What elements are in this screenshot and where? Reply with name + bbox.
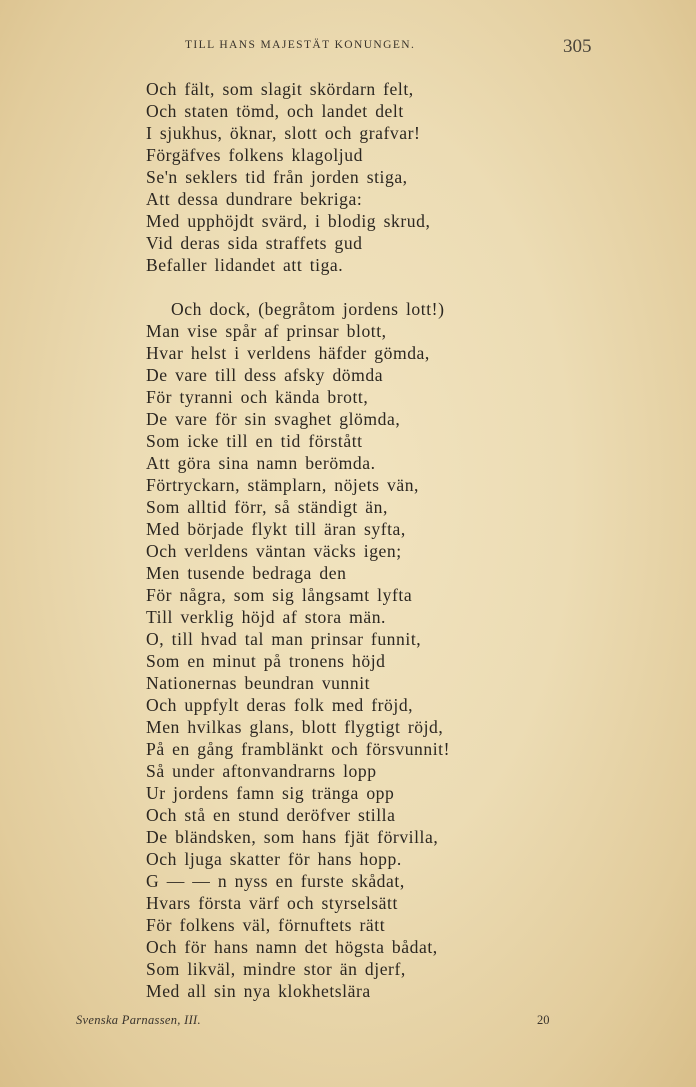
verse-line: Och stå en stund deröfver stilla — [146, 805, 396, 825]
verse-line: Och ljuga skatter för hans hopp. — [146, 849, 402, 869]
verse-line: Befaller lidandet att tiga. — [146, 255, 344, 275]
verse-line: De vare för sin svaghet glömda, — [146, 409, 401, 429]
verse-line: Och dock, (begråtom jordens lott!) — [171, 299, 445, 319]
footer-signature: Svenska Parnassen, III. — [76, 1013, 201, 1027]
verse-line: Vid deras sida straffets gud — [146, 233, 363, 253]
verse-line: Med började flykt till äran syfta, — [146, 519, 406, 539]
verse-line: I sjukhus, öknar, slott och grafvar! — [146, 123, 421, 143]
verse-line: Och för hans namn det högsta bådat, — [146, 937, 438, 957]
verse-line: För några, som sig långsamt lyfta — [146, 585, 413, 605]
page-number: 305 — [563, 36, 592, 57]
verse-line: Men tusende bedraga den — [146, 563, 347, 583]
verse-line: På en gång framblänkt och försvunnit! — [146, 739, 451, 759]
verse-line: Och staten tömd, och landet delt — [146, 101, 404, 121]
verse-line: Som en minut på tronens höjd — [146, 651, 386, 671]
verse-line: Till verklig höjd af stora män. — [146, 607, 387, 627]
verse-line: Att dessa dundrare bekriga: — [146, 189, 363, 209]
verse-line: Som icke till en tid förstått — [146, 431, 363, 451]
footer-sheet-number: 20 — [537, 1013, 550, 1027]
verse-line: Hvars första värf och styrselsätt — [146, 893, 398, 913]
verse-line: Och verldens väntan väcks igen; — [146, 541, 402, 561]
verse-line: G — — n nyss en furste skådat, — [146, 871, 405, 891]
verse-line: Så under aftonvandrarns lopp — [146, 761, 377, 781]
stanza-2 — [146, 298, 450, 1002]
verse-line: Som likväl, mindre stor än djerf, — [146, 959, 406, 979]
verse-line: Som alltid förr, så ständigt än, — [146, 497, 388, 517]
verse-line: Förgäfves folkens klagoljud — [146, 145, 363, 165]
verse-line: De bländsken, som hans fjät förvilla, — [146, 827, 439, 847]
verse-line: Med upphöjdt svärd, i blodig skrud, — [146, 211, 431, 231]
stanza-1 — [146, 78, 430, 276]
verse-line: Med all sin nya klokhetslära — [146, 981, 371, 1001]
verse-line: Nationernas beundran vunnit — [146, 673, 371, 693]
verse-line: För folkens väl, förnuftets rätt — [146, 915, 386, 935]
verse-line: Förtryckarn, stämplarn, nöjets vän, — [146, 475, 420, 495]
verse-line: Ur jordens famn sig tränga opp — [146, 783, 395, 803]
verse-line: Hvar helst i verldens häfder gömda, — [146, 343, 430, 363]
verse-line: För tyranni och kända brott, — [146, 387, 369, 407]
verse-line: O, till hvad tal man prinsar funnit, — [146, 629, 422, 649]
verse-line: Och fält, som slagit skördarn felt, — [146, 79, 414, 99]
running-head: TILL HANS MAJESTÄT KONUNGEN. — [185, 39, 416, 51]
verse-line: Man vise spår af prinsar blott, — [146, 321, 387, 341]
verse-line: Att göra sina namn berömda. — [146, 453, 376, 473]
verse-line: Men hvilkas glans, blott flygtigt röjd, — [146, 717, 444, 737]
verse-line: Och uppfylt deras folk med fröjd, — [146, 695, 414, 715]
verse-line: Se'n seklers tid från jorden stiga, — [146, 167, 408, 187]
verse-line: De vare till dess afsky dömda — [146, 365, 384, 385]
